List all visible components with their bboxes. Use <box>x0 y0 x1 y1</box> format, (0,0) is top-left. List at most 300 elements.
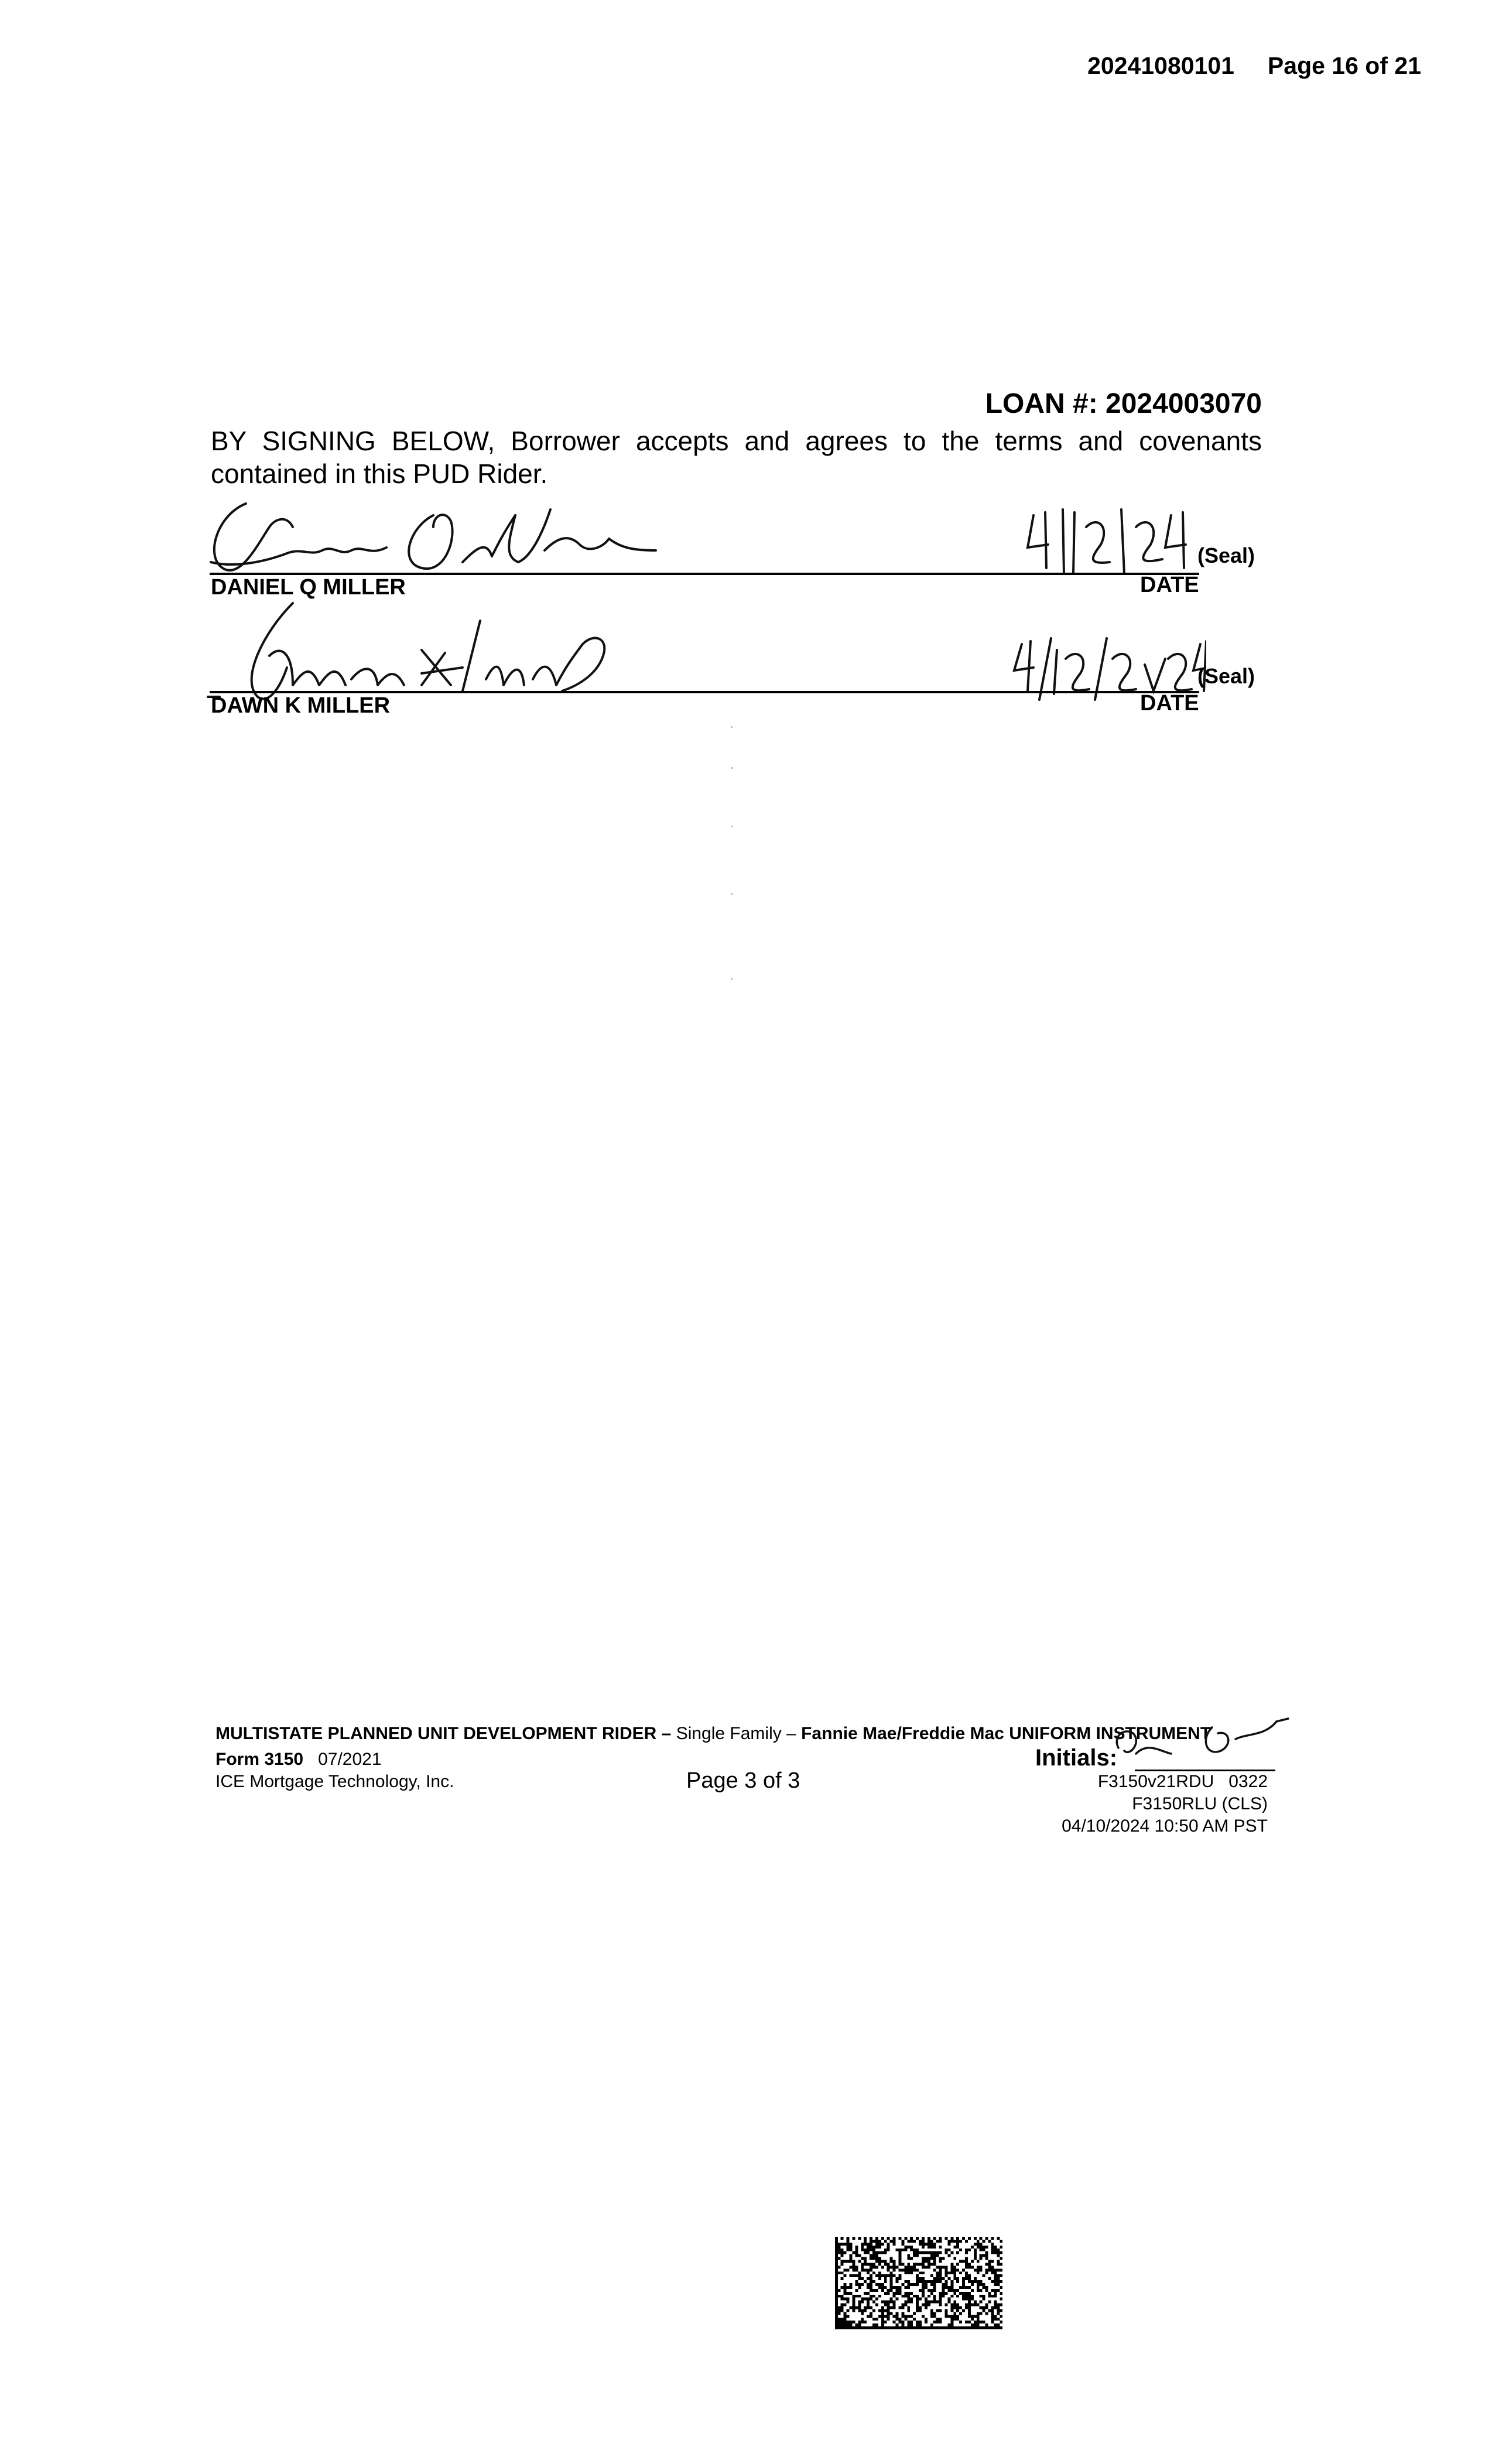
barcode-module <box>887 2301 890 2304</box>
barcode-module <box>890 2260 893 2263</box>
barcode-module <box>950 2326 953 2329</box>
barcode-module <box>910 2249 913 2251</box>
barcode-module <box>956 2251 959 2254</box>
barcode-module <box>991 2326 994 2329</box>
barcode-module <box>852 2304 855 2306</box>
barcode-module <box>950 2306 953 2309</box>
barcode-module <box>944 2249 947 2251</box>
barcode-module <box>872 2326 875 2329</box>
barcode-module <box>962 2268 965 2271</box>
barcode-module <box>953 2268 956 2271</box>
barcode-module <box>855 2249 858 2251</box>
barcode-module <box>913 2265 916 2268</box>
scan-speck <box>731 726 733 728</box>
barcode-module <box>850 2265 853 2268</box>
barcode-module <box>922 2277 925 2280</box>
barcode-module <box>933 2263 936 2265</box>
barcode-module <box>881 2283 884 2286</box>
initials-underline <box>1135 1770 1275 1771</box>
barcode-module <box>983 2286 985 2289</box>
barcode-module <box>864 2326 867 2329</box>
barcode-module <box>850 2249 853 2251</box>
barcode-module <box>956 2243 959 2246</box>
barcode-module <box>835 2323 838 2326</box>
barcode-module <box>864 2249 867 2251</box>
datamatrix-barcode <box>834 2237 1004 2329</box>
barcode-module <box>980 2312 983 2315</box>
barcode-module <box>838 2312 841 2315</box>
barcode-module <box>835 2280 838 2283</box>
page-info: Page 16 of 21 <box>1267 52 1421 79</box>
barcode-module <box>950 2289 953 2292</box>
barcode-module <box>930 2274 933 2277</box>
barcode-module <box>910 2323 913 2326</box>
barcode-module <box>971 2260 974 2263</box>
barcode-module <box>907 2298 910 2301</box>
barcode-module <box>907 2268 910 2271</box>
barcode-module <box>936 2271 939 2274</box>
barcode-module <box>950 2304 953 2306</box>
barcode-module <box>997 2249 1000 2251</box>
barcode-module <box>965 2265 968 2268</box>
barcode-module <box>933 2289 936 2292</box>
barcode-module <box>884 2251 887 2254</box>
barcode-module <box>910 2265 913 2268</box>
barcode-module <box>944 2326 947 2329</box>
barcode-module <box>971 2280 974 2283</box>
barcode-module <box>942 2265 945 2268</box>
barcode-module <box>898 2263 901 2265</box>
barcode-module <box>841 2306 844 2309</box>
barcode-module <box>890 2306 893 2309</box>
barcode-module <box>844 2274 847 2277</box>
barcode-module <box>901 2249 904 2251</box>
barcode-module <box>835 2251 838 2254</box>
barcode-module <box>904 2295 907 2298</box>
barcode-module <box>928 2243 930 2246</box>
barcode-module <box>985 2323 988 2326</box>
barcode-module <box>968 2298 971 2301</box>
barcode-module <box>980 2246 983 2249</box>
barcode-module <box>968 2301 971 2304</box>
barcode-module <box>933 2312 936 2315</box>
barcode-module <box>959 2326 962 2329</box>
barcode-module <box>936 2277 939 2280</box>
barcode-module <box>896 2315 899 2318</box>
barcode-module <box>850 2257 853 2260</box>
barcode-module <box>893 2268 896 2271</box>
barcode-module <box>922 2304 925 2306</box>
barcode-module <box>922 2295 925 2298</box>
barcode-module <box>890 2326 893 2329</box>
barcode-module <box>939 2321 942 2323</box>
barcode-module <box>861 2243 864 2246</box>
barcode-module <box>991 2312 994 2315</box>
barcode-module <box>896 2280 899 2283</box>
barcode-module <box>1000 2292 1002 2295</box>
barcode-module <box>852 2326 855 2329</box>
barcode-module <box>977 2240 980 2243</box>
barcode-module <box>983 2298 985 2301</box>
barcode-module <box>985 2286 988 2289</box>
barcode-module <box>872 2309 875 2312</box>
barcode-module <box>936 2254 939 2257</box>
barcode-module <box>867 2268 870 2271</box>
barcode-module <box>974 2321 977 2323</box>
barcode-module <box>878 2243 881 2246</box>
barcode-module <box>950 2286 953 2289</box>
barcode-module <box>925 2265 928 2268</box>
barcode-module <box>838 2309 841 2312</box>
barcode-module <box>939 2257 942 2260</box>
barcode-module <box>872 2251 875 2254</box>
barcode-module <box>835 2260 838 2263</box>
barcode-module <box>916 2323 919 2326</box>
barcode-module <box>1000 2309 1002 2312</box>
barcode-module <box>994 2251 997 2254</box>
barcode-module <box>878 2257 881 2260</box>
barcode-module <box>870 2312 872 2315</box>
barcode-module <box>959 2240 962 2243</box>
barcode-module <box>847 2326 850 2329</box>
barcode-module <box>847 2268 850 2271</box>
barcode-module <box>864 2240 867 2243</box>
barcode-module <box>985 2326 988 2329</box>
barcode-module <box>870 2265 872 2268</box>
barcode-module <box>893 2240 896 2243</box>
barcode-module <box>980 2237 983 2240</box>
barcode-module <box>835 2304 838 2306</box>
barcode-module <box>956 2315 959 2318</box>
barcode-module <box>884 2260 887 2263</box>
barcode-module <box>922 2271 925 2274</box>
barcode-module <box>974 2280 977 2283</box>
barcode-module <box>890 2271 893 2274</box>
barcode-module <box>861 2265 864 2268</box>
barcode-module <box>985 2304 988 2306</box>
barcode-module <box>901 2283 904 2286</box>
barcode-module <box>861 2249 864 2251</box>
barcode-module <box>980 2280 983 2283</box>
barcode-module <box>980 2243 983 2246</box>
barcode-module <box>861 2268 864 2271</box>
barcode-module <box>939 2277 942 2280</box>
barcode-module <box>953 2326 956 2329</box>
barcode-module <box>893 2295 896 2298</box>
barcode-module <box>898 2274 901 2277</box>
barcode-module <box>844 2251 847 2254</box>
barcode-module <box>893 2326 896 2329</box>
barcode-module <box>867 2315 870 2318</box>
barcode-module <box>852 2306 855 2309</box>
barcode-module <box>861 2283 864 2286</box>
barcode-module <box>867 2326 870 2329</box>
barcode-module <box>971 2315 974 2318</box>
barcode-module <box>994 2283 997 2286</box>
barcode-module <box>881 2312 884 2315</box>
barcode-module <box>991 2237 994 2240</box>
barcode-module <box>835 2292 838 2295</box>
barcode-module <box>916 2309 919 2312</box>
form-code-2: F3150RLU (CLS) <box>1132 1794 1268 1813</box>
barcode-module <box>980 2306 983 2309</box>
barcode-module <box>971 2295 974 2298</box>
barcode-module <box>887 2292 890 2295</box>
barcode-module <box>916 2321 919 2323</box>
barcode-module <box>994 2246 997 2249</box>
barcode-module <box>997 2306 1000 2309</box>
barcode-module <box>861 2321 864 2323</box>
barcode-module <box>835 2315 838 2318</box>
barcode-module <box>936 2321 939 2323</box>
barcode-module <box>922 2246 925 2249</box>
barcode-module <box>916 2274 919 2277</box>
barcode-module <box>864 2280 867 2283</box>
barcode-module <box>944 2251 947 2254</box>
barcode-module <box>994 2292 997 2295</box>
barcode-module <box>962 2286 965 2289</box>
barcode-module <box>910 2240 913 2243</box>
barcode-module <box>893 2265 896 2268</box>
barcode-module <box>913 2240 916 2243</box>
barcode-module <box>844 2268 847 2271</box>
barcode-module <box>878 2251 881 2254</box>
barcode-module <box>968 2277 971 2280</box>
barcode-module <box>896 2326 899 2329</box>
barcode-module <box>838 2289 841 2292</box>
barcode-module <box>907 2323 910 2326</box>
barcode-module <box>898 2321 901 2323</box>
barcode-module <box>968 2326 971 2329</box>
barcode-module <box>994 2268 997 2271</box>
barcode-module <box>875 2265 878 2268</box>
barcode-module <box>925 2283 928 2286</box>
barcode-module <box>939 2318 942 2321</box>
barcode-module <box>890 2257 893 2260</box>
barcode-module <box>850 2321 853 2323</box>
barcode-module <box>930 2283 933 2286</box>
barcode-module <box>985 2312 988 2315</box>
barcode-module <box>881 2274 884 2277</box>
barcode-module <box>991 2306 994 2309</box>
barcode-module <box>919 2309 922 2312</box>
barcode-module <box>919 2298 922 2301</box>
barcode-module <box>904 2271 907 2274</box>
barcode-module <box>942 2286 945 2289</box>
barcode-module <box>977 2315 980 2318</box>
barcode-module <box>835 2301 838 2304</box>
barcode-module <box>968 2280 971 2283</box>
barcode-module <box>850 2283 853 2286</box>
barcode-module <box>922 2292 925 2295</box>
barcode-module <box>858 2309 861 2312</box>
barcode-module <box>864 2268 867 2271</box>
barcode-module <box>988 2326 991 2329</box>
barcode-module <box>864 2251 867 2254</box>
barcode-module <box>919 2323 922 2326</box>
barcode-module <box>994 2315 997 2318</box>
barcode-module <box>878 2283 881 2286</box>
barcode-module <box>838 2257 841 2260</box>
barcode-module <box>910 2268 913 2271</box>
barcode-module <box>944 2304 947 2306</box>
barcode-module <box>844 2321 847 2323</box>
barcode-module <box>867 2292 870 2295</box>
barcode-module <box>896 2265 899 2268</box>
barcode-module <box>997 2268 1000 2271</box>
barcode-module <box>858 2321 861 2323</box>
barcode-module <box>904 2249 907 2251</box>
initials-mark-overline <box>1107 1716 1294 1768</box>
barcode-module <box>928 2289 930 2292</box>
barcode-module <box>974 2268 977 2271</box>
barcode-module <box>872 2323 875 2326</box>
barcode-module <box>988 2292 991 2295</box>
barcode-module <box>916 2301 919 2304</box>
barcode-module <box>930 2254 933 2257</box>
barcode-module <box>884 2263 887 2265</box>
barcode-module <box>861 2301 864 2304</box>
barcode-module <box>983 2249 985 2251</box>
barcode-module <box>977 2283 980 2286</box>
barcode-module <box>950 2315 953 2318</box>
barcode-module <box>974 2257 977 2260</box>
barcode-module <box>898 2251 901 2254</box>
barcode-module <box>922 2326 925 2329</box>
barcode-module <box>933 2280 936 2283</box>
barcode-module <box>861 2263 864 2265</box>
barcode-module <box>867 2249 870 2251</box>
barcode-module <box>985 2237 988 2240</box>
barcode-module <box>910 2292 913 2295</box>
barcode-module <box>930 2280 933 2283</box>
barcode-module <box>944 2271 947 2274</box>
barcode-module <box>858 2254 861 2257</box>
barcode-module <box>985 2268 988 2271</box>
barcode-module <box>881 2309 884 2312</box>
barcode-module <box>907 2309 910 2312</box>
barcode-module <box>965 2271 968 2274</box>
barcode-module <box>907 2295 910 2298</box>
signer-name-2: DAWN K MILLER <box>211 693 391 718</box>
barcode-module <box>916 2283 919 2286</box>
barcode-module <box>884 2277 887 2280</box>
barcode-module <box>875 2240 878 2243</box>
barcode-module <box>919 2289 922 2292</box>
barcode-module <box>953 2315 956 2318</box>
barcode-module <box>887 2265 890 2268</box>
barcode-module <box>1000 2240 1002 2243</box>
barcode-module <box>893 2237 896 2240</box>
barcode-module <box>959 2312 962 2315</box>
barcode-module <box>901 2315 904 2318</box>
barcode-module <box>977 2271 980 2274</box>
barcode-module <box>977 2243 980 2246</box>
barcode-module <box>925 2304 928 2306</box>
barcode-module <box>953 2304 956 2306</box>
seal-label-2: (Seal) <box>1197 664 1255 688</box>
barcode-module <box>965 2251 968 2254</box>
barcode-module <box>925 2298 928 2301</box>
barcode-module <box>904 2246 907 2249</box>
barcode-module <box>930 2301 933 2304</box>
barcode-module <box>861 2246 864 2249</box>
barcode-module <box>887 2315 890 2318</box>
barcode-module <box>991 2265 994 2268</box>
barcode-module <box>971 2265 974 2268</box>
barcode-module <box>988 2240 991 2243</box>
barcode-module <box>997 2309 1000 2312</box>
barcode-module <box>930 2289 933 2292</box>
barcode-module <box>847 2323 850 2326</box>
barcode-module <box>847 2301 850 2304</box>
barcode-module <box>942 2283 945 2286</box>
barcode-module <box>997 2304 1000 2306</box>
barcode-module <box>904 2280 907 2283</box>
barcode-module <box>965 2249 968 2251</box>
barcode-module <box>872 2295 875 2298</box>
barcode-module <box>939 2295 942 2298</box>
barcode-module <box>858 2295 861 2298</box>
barcode-module <box>881 2301 884 2304</box>
barcode-module <box>835 2312 838 2315</box>
barcode-module <box>875 2260 878 2263</box>
barcode-module <box>904 2268 907 2271</box>
barcode-module <box>950 2263 953 2265</box>
barcode-module <box>870 2254 872 2257</box>
barcode-module <box>904 2237 907 2240</box>
barcode-module <box>881 2318 884 2321</box>
barcode-module <box>936 2251 939 2254</box>
barcode-module <box>942 2295 945 2298</box>
barcode-module <box>928 2246 930 2249</box>
barcode-module <box>994 2277 997 2280</box>
barcode-module <box>930 2246 933 2249</box>
barcode-module <box>838 2326 841 2329</box>
barcode-module <box>907 2283 910 2286</box>
barcode-module <box>916 2304 919 2306</box>
initials-label: Initials: <box>1035 1745 1118 1771</box>
barcode-module <box>962 2298 965 2301</box>
barcode-module <box>947 2326 950 2329</box>
barcode-module <box>947 2271 950 2274</box>
barcode-module <box>928 2326 930 2329</box>
barcode-module <box>864 2306 867 2309</box>
barcode-module <box>968 2265 971 2268</box>
date-label-1: DATE <box>1140 573 1199 597</box>
barcode-module <box>835 2306 838 2309</box>
barcode-module <box>947 2254 950 2257</box>
barcode-module <box>841 2254 844 2257</box>
barcode-module <box>858 2283 861 2286</box>
barcode-module <box>947 2277 950 2280</box>
barcode-module <box>994 2306 997 2309</box>
barcode-module <box>1000 2274 1002 2277</box>
barcode-module <box>907 2306 910 2309</box>
barcode-module <box>930 2240 933 2243</box>
barcode-module <box>875 2274 878 2277</box>
barcode-module <box>881 2326 884 2329</box>
barcode-module <box>968 2304 971 2306</box>
barcode-module <box>925 2318 928 2321</box>
barcode-module <box>916 2277 919 2280</box>
barcode-module <box>991 2321 994 2323</box>
barcode-module <box>896 2289 899 2292</box>
barcode-module <box>838 2265 841 2268</box>
barcode-module <box>870 2237 872 2240</box>
barcode-module <box>893 2292 896 2295</box>
barcode-module <box>939 2292 942 2295</box>
